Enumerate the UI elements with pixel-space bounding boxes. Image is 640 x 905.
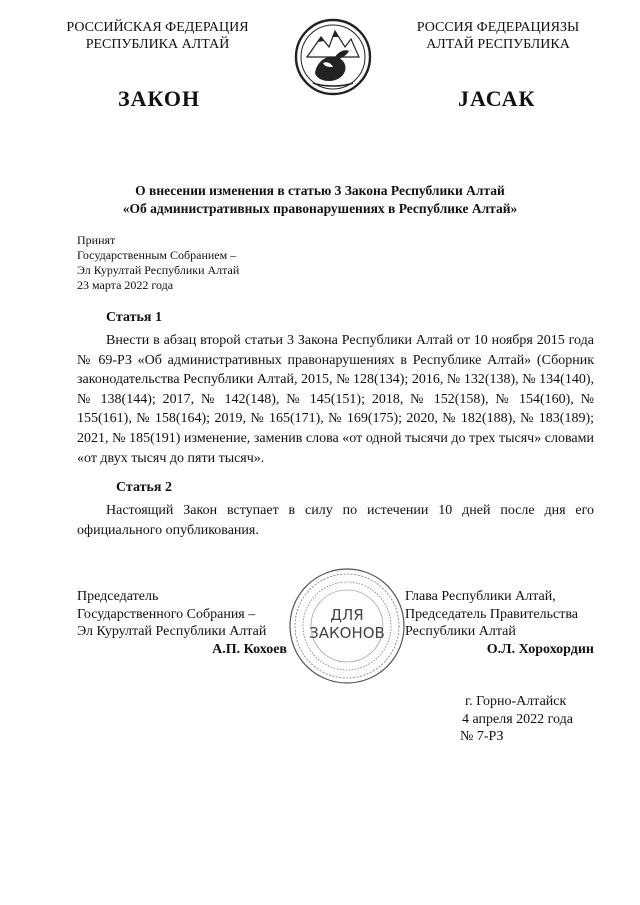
footer-date: 4 апреля 2022 года (462, 712, 573, 727)
signature-right (405, 588, 594, 658)
signature-right-line2: Председатель Правительства (405, 606, 578, 622)
adoption-line2: Государственным Собранием – (77, 248, 237, 262)
header-right (393, 19, 603, 53)
signature-left-line3: Эл Курултай Республики Алтай (77, 624, 267, 639)
stamp-line2: ЗАКОНОВ (309, 624, 385, 642)
adoption-date: 23 марта 2022 года (77, 278, 174, 292)
law-title-line1: О внесении изменения в статью 3 Закона Республики Алтай (135, 183, 505, 198)
header-right-line1: РОССИЯ ФЕДЕРАЦИЯЗЫ (416, 20, 580, 35)
doc-type-right: JАСАК (458, 86, 536, 111)
stamp-seal (287, 566, 407, 686)
article2-text: Настоящий Закон вступает в силу по истечении 10 дней после дня его официального опубликования. (77, 503, 594, 538)
law-title-line2: «Об административных правонарушениях в Республике Алтай» (122, 201, 518, 216)
law-title (60, 182, 580, 218)
footer-place: г. Горно-Алтайск (465, 694, 567, 709)
signature-right-name: О.Л. Хорохордин (486, 641, 594, 657)
signature-left-line1: Председатель (77, 589, 159, 604)
signature-left-line2: Государственного Собрания – (77, 606, 256, 622)
doc-type-left: ЗАКОН (118, 86, 201, 111)
header-right-line2: АЛТАЙ РЕСПУБЛИКА (426, 37, 570, 52)
header-left (50, 19, 265, 53)
signature-right-line1: Глава Республики Алтай, (405, 589, 556, 604)
signature-right-line3: Республики Алтай (405, 624, 516, 639)
coat-of-arms-emblem (293, 17, 373, 97)
signature-left (77, 588, 287, 658)
signature-left-name: А.П. Кохоев (212, 641, 287, 657)
header-left-line1: РОССИЙСКАЯ ФЕДЕРАЦИЯ (66, 20, 249, 35)
article2-heading: Статья 2 (116, 480, 172, 495)
footer-number: № 7-РЗ (460, 729, 504, 744)
adoption-block (77, 233, 239, 293)
article1-text: Внести в абзац второй статьи 3 Закона Республики Алтай от 10 ноября 2015 года № 69-РЗ «Об административных правонарушениях в Республике Алтай» (Сборник законодательства Республики Алтай, 2015, № 128(134); 2016, № 132(138), № 134(140), № 138(144); 2017, № 142(148), № 145(151); 2018, № 152(158), № 154(160), № 155(161), № 158(164); 2019, № 165(171), № 169(175); 2020, № 182(188), № 183(189); 2021, № 185(191) изменение, заменив слова «от одной тысячи до трех тысяч» словами «от двух тысяч до пяти тысяч». (77, 333, 594, 466)
adoption-line1: Принят (77, 233, 116, 247)
article1-heading: Статья 1 (106, 310, 162, 325)
stamp-line1: ДЛЯ (330, 606, 364, 624)
header-left-line2: РЕСПУБЛИКА АЛТАЙ (85, 37, 230, 52)
adoption-line3: Эл Курултай Республики Алтай (77, 263, 240, 277)
